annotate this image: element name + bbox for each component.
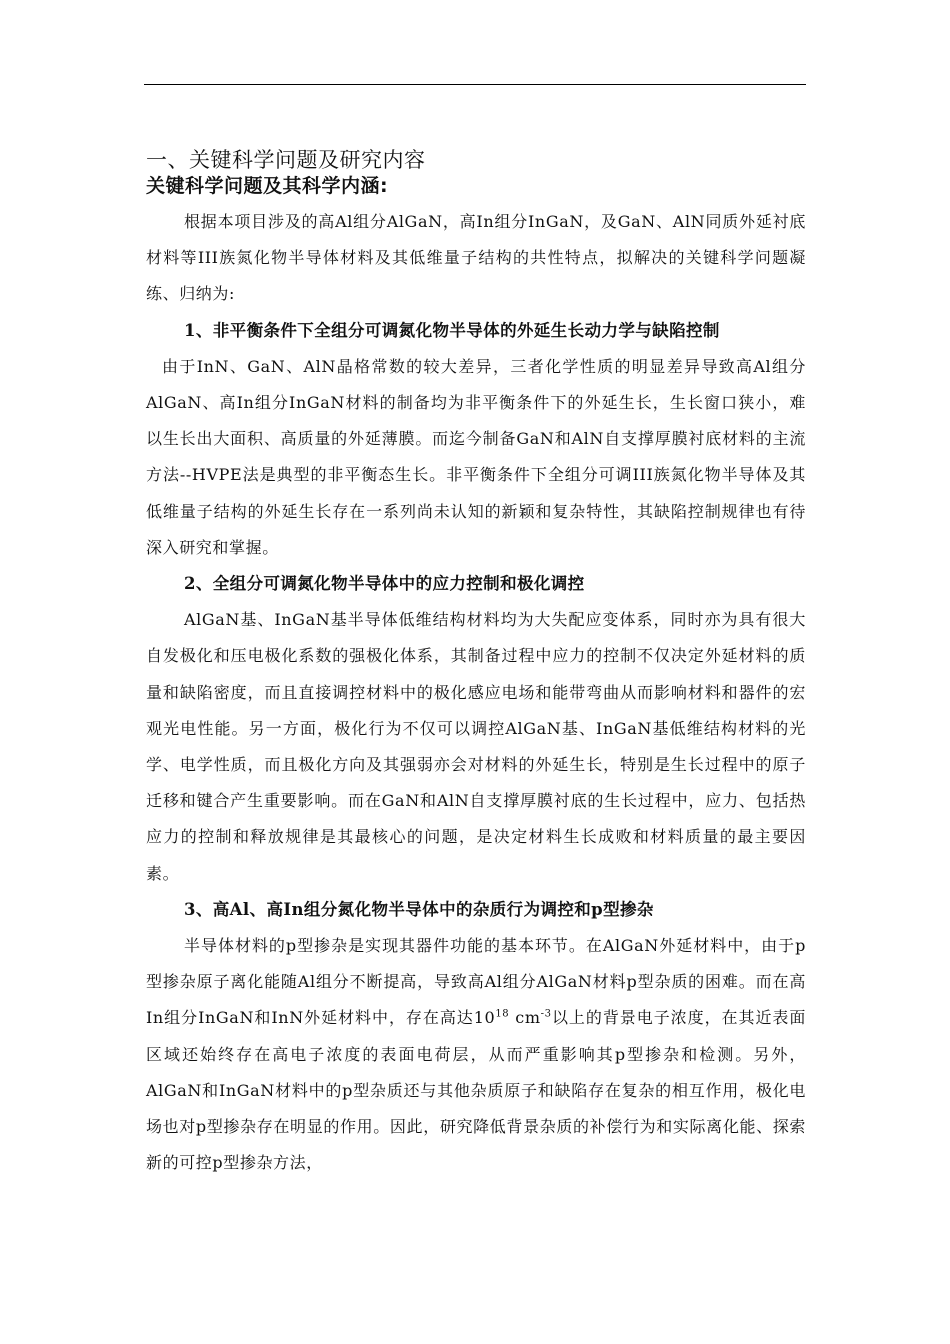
topic-3-body-before: 半导体材料的p型掺杂是实现其器件功能的基本环节。在AlGaN外延材料中，由于p型掺杂原子离化能随Al组分不断提高，导致高Al组分AlGaN材料p型杂质的困难。而在高In组分InGaN和InN外延材料中，存在高达10 xyxy=(146,936,806,1028)
topic-2-body: AlGaN基、InGaN基半导体低维结构材料均为大失配应变体系，同时亦为具有很大自发极化和压电极化系数的强极化体系，其制备过程中应力的控制不仅决定外延材料的质量和缺陷密度，而且直接调控材料中的极化感应电场和能带弯曲从而影响材料和器件的宏观光电性能。另一方面，极化行为不仅可以调控AlGaN基、InGaN基低维结构材料的光学、电学性质，而且极化方向及其强弱亦会对材料的外延生长，特别是生长过程中的原子迁移和键合产生重要影响。而在GaN和AlN自支撑厚膜衬底的生长过程中，应力、包括热应力的控制和释放规律是其最核心的问题，是决定材料生长成败和材料质量的最主要因素。 xyxy=(146,610,806,883)
unit-exponent: -3 xyxy=(540,1009,552,1021)
topic-3-body xyxy=(146,928,806,1181)
topic-3-body-after: 以上的背景电子浓度，在其近表面区域还始终存在高电子浓度的表面电荷层，从而严重影响其p型掺杂和检测。另外，AlGaN和InGaN材料中的p型杂质还与其他杂质原子和缺陷存在复杂的相互作用，极化电场也对p型掺杂存在明显的作用。因此，研究降低背景杂质的补偿行为和实际离化能、探索新的可控p型掺杂方法， xyxy=(146,1008,806,1173)
topic-1-body: 由于InN、GaN、AlN晶格常数的较大差异，三者化学性质的明显差异导致高Al组分AlGaN、高In组分InGaN材料的制备均为非平衡条件下的外延生长，生长窗口狭小，难以生长出大面积、高质量的外延薄膜。而迄今制备GaN和AlN自支撑厚膜衬底材料的主流方法--HVPE法是典型的非平衡态生长。非平衡条件下全组分可调III族氮化物半导体及其低维量子结构的外延生长存在一系列尚未认知的新颖和复杂特性，其缺陷控制规律也有待深入研究和掌握。 xyxy=(146,356,806,557)
intro-paragraph: 根据本项目涉及的高Al组分AlGaN，高In组分InGaN，及GaN、AlN同质外延衬底材料等III族氮化物半导体材料及其低维量子结构的共性特点，拟解决的关键科学问题凝练、归纳为: xyxy=(146,212,806,304)
topic-2-heading: 2、全组分可调氮化物半导体中的应力控制和极化调控 xyxy=(184,574,585,594)
header-rule xyxy=(144,84,806,85)
document-body xyxy=(146,146,806,1181)
topic-1-heading: 1、非平衡条件下全组分可调氮化物半导体的外延生长动力学与缺陷控制 xyxy=(184,320,720,340)
subsection-title: 关键科学问题及其科学内涵: xyxy=(146,175,389,197)
concentration-unit: cm xyxy=(509,1008,541,1028)
concentration-exponent: 18 xyxy=(495,1009,510,1021)
section-title: 一、关键科学问题及研究内容 xyxy=(146,148,426,172)
topic-3-heading: 3、高Al、高In组分氮化物半导体中的杂质行为调控和p型掺杂 xyxy=(184,899,654,919)
